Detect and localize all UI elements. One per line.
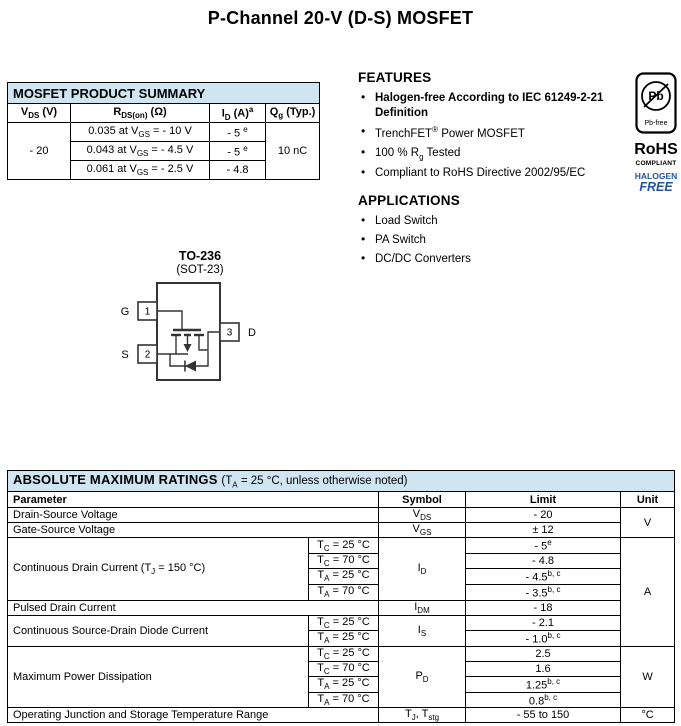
parameter-cell: Drain-Source Voltage (8, 508, 379, 523)
limit-cell: - 2.1 (466, 615, 621, 630)
parameter-cell: Gate-Source Voltage (8, 523, 379, 538)
table-row (8, 523, 675, 538)
summary-id-value: - 5 $^e$ (210, 142, 266, 161)
unit-cell: W (621, 646, 675, 708)
list-item: • Compliant to RoHS Directive 2002/95/EC (358, 166, 630, 181)
condition-cell: $T_C = 25$ °C (309, 538, 379, 554)
symbol-cell: $T_J$, $T_{stg}$ (379, 708, 466, 723)
summary-header-rdson: $R_{DS(on)}$ (Ω) (71, 104, 210, 123)
limit-cell: - 1.0$^{b, c}$ (466, 630, 621, 646)
summary-qg-value: 10 nC (266, 123, 320, 180)
condition-cell: $T_A = 25$ °C (309, 569, 379, 585)
limit-cell: - 5e (466, 538, 621, 554)
list-item: • DC/DC Converters (358, 252, 630, 267)
halogen-free-label: FREE (639, 179, 673, 194)
package-name: TO-236 (178, 249, 222, 263)
features-section (358, 70, 630, 279)
symbol-cell: $I_{DM}$ (379, 600, 466, 615)
symbol-cell: $V_{DS}$ (379, 508, 466, 523)
parameter-cell: Pulsed Drain Current (8, 600, 379, 615)
list-item: • Halogen-free According to IEC 61249-2-21 Definition (358, 91, 630, 121)
condition-cell: $T_A = 70$ °C (309, 584, 379, 600)
condition-cell: $T_A = 25$ °C (309, 676, 379, 692)
drain-label: D (248, 327, 256, 339)
symbol-cell: $P_D$ (379, 646, 466, 708)
features-heading: FEATURES (358, 70, 432, 85)
summary-rdson-value: 0.061 at $V_{GS}$ = - 2.5 V (71, 161, 210, 180)
abs-header-symbol: Symbol (379, 492, 466, 508)
svg-text:Pb-free: Pb-free (644, 120, 668, 127)
limit-cell: ± 12 (466, 523, 621, 538)
rohs-compliant-label: COMPLIANT (635, 160, 677, 167)
limit-cell: - 4.5$^{b, c}$ (466, 569, 621, 585)
condition-cell: $T_C = 70$ °C (309, 554, 379, 569)
table-row (8, 615, 675, 630)
limit-cell: - 4.8 (466, 554, 621, 569)
pin1-number: 1 (144, 306, 151, 318)
list-item: • Load Switch (358, 214, 630, 229)
condition-cell: $T_C = 70$ °C (309, 661, 379, 676)
list-item: • TrenchFET® Power MOSFET (358, 125, 630, 142)
summary-table-title: MOSFET PRODUCT SUMMARY (8, 83, 320, 104)
list-item: • PA Switch (358, 233, 630, 248)
condition-cell: $T_A = 70$ °C (309, 692, 379, 708)
limit-cell: - 18 (466, 600, 621, 615)
rohs-label: RoHS (634, 141, 678, 158)
pb-free-icon (635, 72, 677, 134)
table-row (8, 646, 675, 661)
limit-cell: 2.5 (466, 646, 621, 661)
halogen-label: HALOGEN (634, 171, 678, 181)
limit-cell: - 55 to 150 (466, 708, 621, 723)
summary-header-qg: $Q_g$ (Typ.) (266, 104, 320, 123)
table-row (8, 538, 675, 554)
compliance-badges (632, 72, 680, 194)
table-row (8, 600, 675, 615)
applications-heading: APPLICATIONS (358, 193, 460, 209)
summary-rdson-value: 0.043 at $V_{GS}$ = - 4.5 V (71, 142, 210, 161)
absolute-maximum-ratings-table (7, 470, 675, 723)
parameter-cell: Maximum Power Dissipation (8, 646, 309, 708)
unit-cell: °C (621, 708, 675, 723)
features-list (358, 91, 630, 181)
symbol-cell: $V_{GS}$ (379, 523, 466, 538)
gate-label: G (120, 306, 130, 318)
abs-header-limit: Limit (466, 492, 621, 508)
unit-cell: A (621, 538, 675, 646)
summary-header-id: $I_D$ $(A)^a$ (210, 104, 266, 123)
limit-cell: - 3.5$^{b, c}$ (466, 584, 621, 600)
limit-cell: 1.6 (466, 661, 621, 676)
condition-cell: $T_C = 25$ °C (309, 615, 379, 630)
abs-header-parameter: Parameter (8, 492, 379, 508)
package-pinout-diagram (100, 278, 300, 390)
symbol-cell: $I_S$ (379, 615, 466, 646)
summary-id-value: - 5 $^e$ (210, 123, 266, 142)
condition-cell: $T_A = 25$ °C (309, 630, 379, 646)
source-label: S (121, 349, 129, 361)
table-row (8, 123, 320, 142)
pin2-number: 2 (144, 349, 151, 361)
summary-vds-value: - 20 (8, 123, 71, 180)
parameter-cell: Continuous Source-Drain Diode Current (8, 615, 309, 646)
svg-text:Pb: Pb (648, 89, 664, 103)
page-title: P-Channel 20-V (D-S) MOSFET (207, 8, 474, 28)
condition-cell: $T_C = 25$ °C (309, 646, 379, 661)
unit-cell: V (621, 508, 675, 538)
pin3-number: 3 (226, 327, 233, 339)
table-row (8, 708, 675, 723)
abs-header-unit: Unit (621, 492, 675, 508)
product-summary-table (7, 82, 320, 180)
symbol-cell: $I_D$ (379, 538, 466, 600)
list-item: • 100 % $R_g$ Tested (358, 146, 630, 163)
abs-table-title: ABSOLUTE MAXIMUM RATINGS ($T_A = 25$ °C, unless otherwise noted) (8, 471, 675, 492)
parameter-cell: Operating Junction and Storage Temperature Range (8, 708, 379, 723)
package-subname: (SOT-23) (176, 264, 224, 276)
summary-id-value: - 4.8 (210, 161, 266, 180)
table-row (8, 508, 675, 523)
limit-cell: 0.8$^{b, c}$ (466, 692, 621, 708)
parameter-cell: Continuous Drain Current ($T_J = 150$ °C) (8, 538, 309, 600)
limit-cell: 1.25$^{b, c}$ (466, 676, 621, 692)
summary-rdson-value: 0.035 at $V_{GS}$ = - 10 V (71, 123, 210, 142)
summary-header-vds: $V_{DS}$ (V) (8, 104, 71, 123)
limit-cell: - 20 (466, 508, 621, 523)
applications-list (358, 214, 630, 267)
